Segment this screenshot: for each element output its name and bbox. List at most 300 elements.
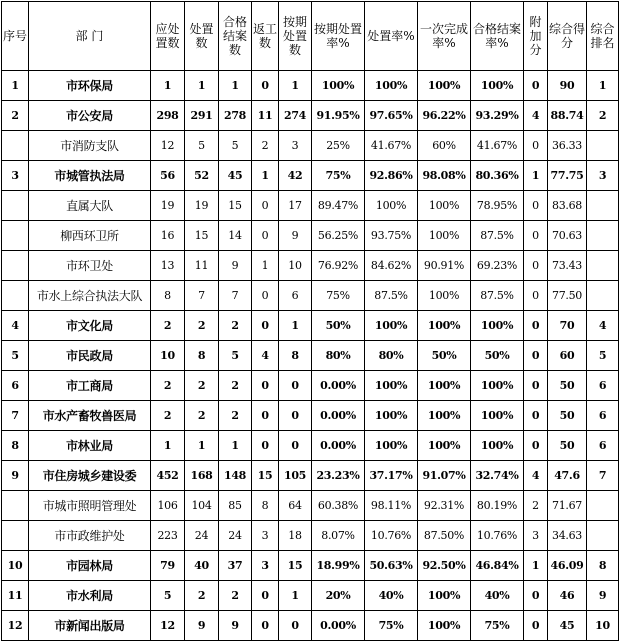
cell-bonus: 0	[524, 341, 548, 371]
cell-to-handle: 2	[151, 371, 185, 401]
cell-rank: 6	[587, 431, 619, 461]
cell-seq	[2, 131, 29, 161]
cell-to-handle: 79	[151, 551, 185, 581]
cell-score: 36.33	[548, 131, 587, 161]
cell-qualified-rate: 69.23%	[471, 251, 524, 281]
cell-qualified-rate: 80.36%	[471, 161, 524, 191]
cell-handle-rate: 100%	[365, 371, 418, 401]
cell-dept: 市环卫处	[29, 251, 151, 281]
cell-rework: 0	[252, 371, 279, 401]
cell-qualified-rate: 87.5%	[471, 281, 524, 311]
table-subrow	[2, 191, 619, 221]
cell-dept: 市新闻出版局	[29, 611, 151, 641]
cell-qualified: 2	[219, 581, 252, 611]
cell-rework: 11	[252, 101, 279, 131]
header-score: 综合得分	[548, 2, 587, 71]
cell-on-time: 15	[279, 551, 312, 581]
cell-bonus: 4	[524, 101, 548, 131]
cell-rank: 1	[587, 71, 619, 101]
cell-rework: 0	[252, 431, 279, 461]
table-subrow	[2, 221, 619, 251]
cell-bonus: 0	[524, 281, 548, 311]
cell-to-handle: 56	[151, 161, 185, 191]
cell-handle-rate: 84.62%	[365, 251, 418, 281]
cell-on-time: 1	[279, 311, 312, 341]
header-to-handle: 应处置数	[151, 2, 185, 71]
cell-on-time-rate: 75%	[312, 281, 365, 311]
cell-dept: 市消防支队	[29, 131, 151, 161]
cell-on-time: 0	[279, 431, 312, 461]
cell-handle-rate: 100%	[365, 311, 418, 341]
cell-dept: 市公安局	[29, 101, 151, 131]
table-row	[2, 341, 619, 371]
cell-to-handle: 5	[151, 581, 185, 611]
cell-qualified: 2	[219, 311, 252, 341]
cell-bonus: 0	[524, 431, 548, 461]
cell-seq	[2, 221, 29, 251]
cell-handle-rate: 40%	[365, 581, 418, 611]
cell-handle-rate: 100%	[365, 71, 418, 101]
table-row	[2, 461, 619, 491]
cell-qualified-rate: 80.19%	[471, 491, 524, 521]
cell-qualified: 2	[219, 401, 252, 431]
cell-on-time-rate: 0.00%	[312, 611, 365, 641]
table-row	[2, 401, 619, 431]
cell-bonus: 0	[524, 251, 548, 281]
cell-on-time: 0	[279, 401, 312, 431]
cell-rework: 0	[252, 71, 279, 101]
cell-rework: 1	[252, 251, 279, 281]
cell-qualified-rate: 100%	[471, 401, 524, 431]
cell-handled: 104	[185, 491, 219, 521]
cell-handled: 40	[185, 551, 219, 581]
cell-qualified: 15	[219, 191, 252, 221]
cell-score: 77.50	[548, 281, 587, 311]
cell-score: 46	[548, 581, 587, 611]
cell-rank	[587, 281, 619, 311]
cell-seq: 8	[2, 431, 29, 461]
cell-handled: 1	[185, 431, 219, 461]
cell-qualified: 85	[219, 491, 252, 521]
cell-handle-rate: 97.65%	[365, 101, 418, 131]
cell-qualified: 278	[219, 101, 252, 131]
cell-qualified: 1	[219, 71, 252, 101]
table-row	[2, 371, 619, 401]
cell-qualified: 148	[219, 461, 252, 491]
table-row	[2, 311, 619, 341]
cell-score: 90	[548, 71, 587, 101]
cell-handled: 9	[185, 611, 219, 641]
cell-dept: 市市政维护处	[29, 521, 151, 551]
cell-on-time-rate: 50%	[312, 311, 365, 341]
cell-handled: 5	[185, 131, 219, 161]
cell-rework: 0	[252, 581, 279, 611]
cell-on-time: 17	[279, 191, 312, 221]
cell-dept: 市园林局	[29, 551, 151, 581]
cell-to-handle: 452	[151, 461, 185, 491]
cell-qualified: 7	[219, 281, 252, 311]
cell-handled: 291	[185, 101, 219, 131]
cell-dept: 市住房城乡建设委	[29, 461, 151, 491]
cell-qualified-rate: 40%	[471, 581, 524, 611]
table-row	[2, 71, 619, 101]
cell-qualified-rate: 100%	[471, 371, 524, 401]
cell-first-time-rate: 96.22%	[418, 101, 471, 131]
cell-on-time: 1	[279, 581, 312, 611]
cell-first-time-rate: 50%	[418, 341, 471, 371]
cell-on-time: 6	[279, 281, 312, 311]
cell-qualified-rate: 100%	[471, 71, 524, 101]
cell-rework: 15	[252, 461, 279, 491]
cell-bonus: 0	[524, 71, 548, 101]
cell-first-time-rate: 100%	[418, 371, 471, 401]
cell-score: 47.6	[548, 461, 587, 491]
cell-seq: 4	[2, 311, 29, 341]
cell-dept: 市工商局	[29, 371, 151, 401]
header-rework: 返工数	[252, 2, 279, 71]
cell-handle-rate: 100%	[365, 191, 418, 221]
cell-qualified-rate: 100%	[471, 311, 524, 341]
table-subrow	[2, 491, 619, 521]
cell-to-handle: 2	[151, 311, 185, 341]
cell-seq	[2, 491, 29, 521]
cell-handled: 24	[185, 521, 219, 551]
cell-to-handle: 10	[151, 341, 185, 371]
cell-handle-rate: 93.75%	[365, 221, 418, 251]
cell-bonus: 4	[524, 461, 548, 491]
cell-qualified: 2	[219, 371, 252, 401]
cell-seq: 5	[2, 341, 29, 371]
cell-first-time-rate: 90.91%	[418, 251, 471, 281]
cell-score: 71.67	[548, 491, 587, 521]
header-seq: 序号	[2, 2, 29, 71]
cell-seq	[2, 191, 29, 221]
cell-handle-rate: 75%	[365, 611, 418, 641]
cell-rework: 0	[252, 311, 279, 341]
cell-qualified-rate: 32.74%	[471, 461, 524, 491]
cell-seq: 10	[2, 551, 29, 581]
cell-on-time-rate: 80%	[312, 341, 365, 371]
cell-on-time-rate: 89.47%	[312, 191, 365, 221]
cell-rank	[587, 491, 619, 521]
header-on-time: 按期处置数	[279, 2, 312, 71]
cell-first-time-rate: 100%	[418, 581, 471, 611]
cell-rework: 0	[252, 191, 279, 221]
cell-first-time-rate: 100%	[418, 191, 471, 221]
cell-rank: 5	[587, 341, 619, 371]
cell-qualified: 45	[219, 161, 252, 191]
table-subrow	[2, 521, 619, 551]
cell-qualified-rate: 46.84%	[471, 551, 524, 581]
cell-first-time-rate: 92.31%	[418, 491, 471, 521]
cell-bonus: 0	[524, 221, 548, 251]
cell-handle-rate: 100%	[365, 401, 418, 431]
cell-rework: 8	[252, 491, 279, 521]
cell-qualified-rate: 78.95%	[471, 191, 524, 221]
cell-bonus: 0	[524, 131, 548, 161]
cell-rework: 0	[252, 401, 279, 431]
cell-qualified: 9	[219, 611, 252, 641]
header-first-time-rate: 一次完成率%	[418, 2, 471, 71]
cell-seq: 12	[2, 611, 29, 641]
table-row	[2, 611, 619, 641]
cell-on-time: 8	[279, 341, 312, 371]
cell-handle-rate: 80%	[365, 341, 418, 371]
header-qualified-rate: 合格结案率%	[471, 2, 524, 71]
cell-handle-rate: 100%	[365, 431, 418, 461]
cell-seq	[2, 281, 29, 311]
cell-to-handle: 19	[151, 191, 185, 221]
cell-dept: 市水产畜牧兽医局	[29, 401, 151, 431]
cell-bonus: 1	[524, 161, 548, 191]
cell-dept: 市城管执法局	[29, 161, 151, 191]
cell-rework: 1	[252, 161, 279, 191]
cell-to-handle: 13	[151, 251, 185, 281]
cell-on-time-rate: 75%	[312, 161, 365, 191]
cell-handled: 19	[185, 191, 219, 221]
cell-on-time-rate: 91.95%	[312, 101, 365, 131]
cell-first-time-rate: 100%	[418, 71, 471, 101]
cell-on-time: 274	[279, 101, 312, 131]
cell-seq: 11	[2, 581, 29, 611]
cell-handled: 1	[185, 71, 219, 101]
cell-qualified-rate: 87.5%	[471, 221, 524, 251]
cell-dept: 市林业局	[29, 431, 151, 461]
cell-on-time-rate: 56.25%	[312, 221, 365, 251]
cell-rank: 6	[587, 401, 619, 431]
cell-handled: 7	[185, 281, 219, 311]
table-row	[2, 551, 619, 581]
cell-to-handle: 1	[151, 431, 185, 461]
cell-to-handle: 16	[151, 221, 185, 251]
cell-to-handle: 298	[151, 101, 185, 131]
cell-score: 73.43	[548, 251, 587, 281]
cell-on-time-rate: 23.23%	[312, 461, 365, 491]
cell-on-time-rate: 0.00%	[312, 431, 365, 461]
cell-rank: 2	[587, 101, 619, 131]
table-subrow	[2, 131, 619, 161]
cell-seq: 7	[2, 401, 29, 431]
cell-handled: 168	[185, 461, 219, 491]
header-on-time-rate: 按期处置率%	[312, 2, 365, 71]
cell-rework: 0	[252, 221, 279, 251]
cell-on-time: 9	[279, 221, 312, 251]
cell-seq	[2, 521, 29, 551]
cell-to-handle: 12	[151, 611, 185, 641]
cell-dept: 市环保局	[29, 71, 151, 101]
cell-on-time-rate: 76.92%	[312, 251, 365, 281]
cell-rank: 10	[587, 611, 619, 641]
cell-to-handle: 223	[151, 521, 185, 551]
cell-rank: 8	[587, 551, 619, 581]
cell-rank	[587, 251, 619, 281]
cell-bonus: 0	[524, 611, 548, 641]
cell-bonus: 0	[524, 311, 548, 341]
cell-on-time-rate: 0.00%	[312, 401, 365, 431]
cell-qualified-rate: 50%	[471, 341, 524, 371]
cell-handled: 2	[185, 401, 219, 431]
cell-rank	[587, 521, 619, 551]
cell-rank: 6	[587, 371, 619, 401]
cell-bonus: 0	[524, 401, 548, 431]
header-bonus: 附加分	[524, 2, 548, 71]
header-rank: 综合排名	[587, 2, 619, 71]
header-qualified: 合格结案数	[219, 2, 252, 71]
cell-score: 70	[548, 311, 587, 341]
cell-rework: 0	[252, 611, 279, 641]
cell-on-time-rate: 18.99%	[312, 551, 365, 581]
cell-on-time: 3	[279, 131, 312, 161]
cell-on-time: 18	[279, 521, 312, 551]
header-handled: 处置数	[185, 2, 219, 71]
cell-rank	[587, 191, 619, 221]
cell-dept: 市城市照明管理处	[29, 491, 151, 521]
cell-first-time-rate: 91.07%	[418, 461, 471, 491]
cell-dept: 市水利局	[29, 581, 151, 611]
cell-qualified: 37	[219, 551, 252, 581]
cell-seq: 1	[2, 71, 29, 101]
cell-on-time: 10	[279, 251, 312, 281]
table-row	[2, 581, 619, 611]
cell-handled: 52	[185, 161, 219, 191]
cell-qualified: 5	[219, 131, 252, 161]
cell-first-time-rate: 100%	[418, 401, 471, 431]
cell-to-handle: 2	[151, 401, 185, 431]
cell-dept: 市文化局	[29, 311, 151, 341]
cell-qualified-rate: 10.76%	[471, 521, 524, 551]
cell-to-handle: 12	[151, 131, 185, 161]
cell-to-handle: 106	[151, 491, 185, 521]
cell-on-time: 0	[279, 371, 312, 401]
cell-handle-rate: 37.17%	[365, 461, 418, 491]
cell-rank: 4	[587, 311, 619, 341]
cell-first-time-rate: 100%	[418, 221, 471, 251]
cell-rank: 3	[587, 161, 619, 191]
cell-on-time: 64	[279, 491, 312, 521]
cell-score: 77.75	[548, 161, 587, 191]
cell-rework: 2	[252, 131, 279, 161]
table-subrow	[2, 251, 619, 281]
cell-qualified: 5	[219, 341, 252, 371]
cell-first-time-rate: 92.50%	[418, 551, 471, 581]
cell-on-time: 42	[279, 161, 312, 191]
cell-handle-rate: 92.86%	[365, 161, 418, 191]
cell-score: 34.63	[548, 521, 587, 551]
cell-rework: 3	[252, 521, 279, 551]
cell-rework: 0	[252, 281, 279, 311]
table-row	[2, 101, 619, 131]
cell-handle-rate: 41.67%	[365, 131, 418, 161]
cell-rework: 4	[252, 341, 279, 371]
cell-score: 50	[548, 401, 587, 431]
evaluation-table	[1, 1, 619, 641]
cell-score: 60	[548, 341, 587, 371]
cell-score: 83.68	[548, 191, 587, 221]
cell-bonus: 0	[524, 371, 548, 401]
cell-qualified: 9	[219, 251, 252, 281]
table-body	[2, 71, 619, 641]
cell-handled: 2	[185, 311, 219, 341]
table-subrow	[2, 281, 619, 311]
cell-score: 88.74	[548, 101, 587, 131]
cell-to-handle: 1	[151, 71, 185, 101]
cell-handle-rate: 10.76%	[365, 521, 418, 551]
cell-seq: 2	[2, 101, 29, 131]
cell-bonus: 3	[524, 521, 548, 551]
cell-on-time: 105	[279, 461, 312, 491]
cell-to-handle: 8	[151, 281, 185, 311]
cell-bonus: 0	[524, 581, 548, 611]
cell-qualified-rate: 100%	[471, 431, 524, 461]
header-row	[2, 2, 619, 71]
cell-first-time-rate: 100%	[418, 431, 471, 461]
cell-qualified: 24	[219, 521, 252, 551]
cell-seq: 3	[2, 161, 29, 191]
cell-dept: 市水上综合执法大队	[29, 281, 151, 311]
cell-seq: 6	[2, 371, 29, 401]
cell-score: 45	[548, 611, 587, 641]
cell-handled: 2	[185, 371, 219, 401]
cell-score: 50	[548, 431, 587, 461]
cell-on-time-rate: 25%	[312, 131, 365, 161]
table-row	[2, 161, 619, 191]
cell-score: 70.63	[548, 221, 587, 251]
cell-qualified: 1	[219, 431, 252, 461]
cell-on-time-rate: 60.38%	[312, 491, 365, 521]
cell-on-time: 0	[279, 611, 312, 641]
cell-handled: 11	[185, 251, 219, 281]
table-row	[2, 431, 619, 461]
cell-dept: 柳西环卫所	[29, 221, 151, 251]
cell-handled: 8	[185, 341, 219, 371]
cell-handle-rate: 98.11%	[365, 491, 418, 521]
cell-qualified-rate: 41.67%	[471, 131, 524, 161]
cell-on-time-rate: 0.00%	[312, 371, 365, 401]
cell-score: 50	[548, 371, 587, 401]
cell-handled: 2	[185, 581, 219, 611]
cell-first-time-rate: 100%	[418, 311, 471, 341]
cell-first-time-rate: 87.50%	[418, 521, 471, 551]
cell-score: 46.09	[548, 551, 587, 581]
cell-seq	[2, 251, 29, 281]
cell-handle-rate: 87.5%	[365, 281, 418, 311]
header-dept: 部 门	[29, 2, 151, 71]
cell-rank: 9	[587, 581, 619, 611]
cell-rework: 3	[252, 551, 279, 581]
cell-on-time-rate: 100%	[312, 71, 365, 101]
cell-first-time-rate: 100%	[418, 281, 471, 311]
cell-qualified-rate: 93.29%	[471, 101, 524, 131]
cell-seq: 9	[2, 461, 29, 491]
cell-handled: 15	[185, 221, 219, 251]
cell-on-time-rate: 20%	[312, 581, 365, 611]
cell-first-time-rate: 60%	[418, 131, 471, 161]
cell-bonus: 1	[524, 551, 548, 581]
cell-dept: 市民政局	[29, 341, 151, 371]
cell-rank: 7	[587, 461, 619, 491]
cell-bonus: 0	[524, 191, 548, 221]
cell-on-time-rate: 8.07%	[312, 521, 365, 551]
cell-dept: 直属大队	[29, 191, 151, 221]
cell-first-time-rate: 100%	[418, 611, 471, 641]
cell-first-time-rate: 98.08%	[418, 161, 471, 191]
cell-qualified: 14	[219, 221, 252, 251]
cell-rank	[587, 221, 619, 251]
cell-on-time: 1	[279, 71, 312, 101]
cell-qualified-rate: 75%	[471, 611, 524, 641]
header-handle-rate: 处置率%	[365, 2, 418, 71]
cell-handle-rate: 50.63%	[365, 551, 418, 581]
